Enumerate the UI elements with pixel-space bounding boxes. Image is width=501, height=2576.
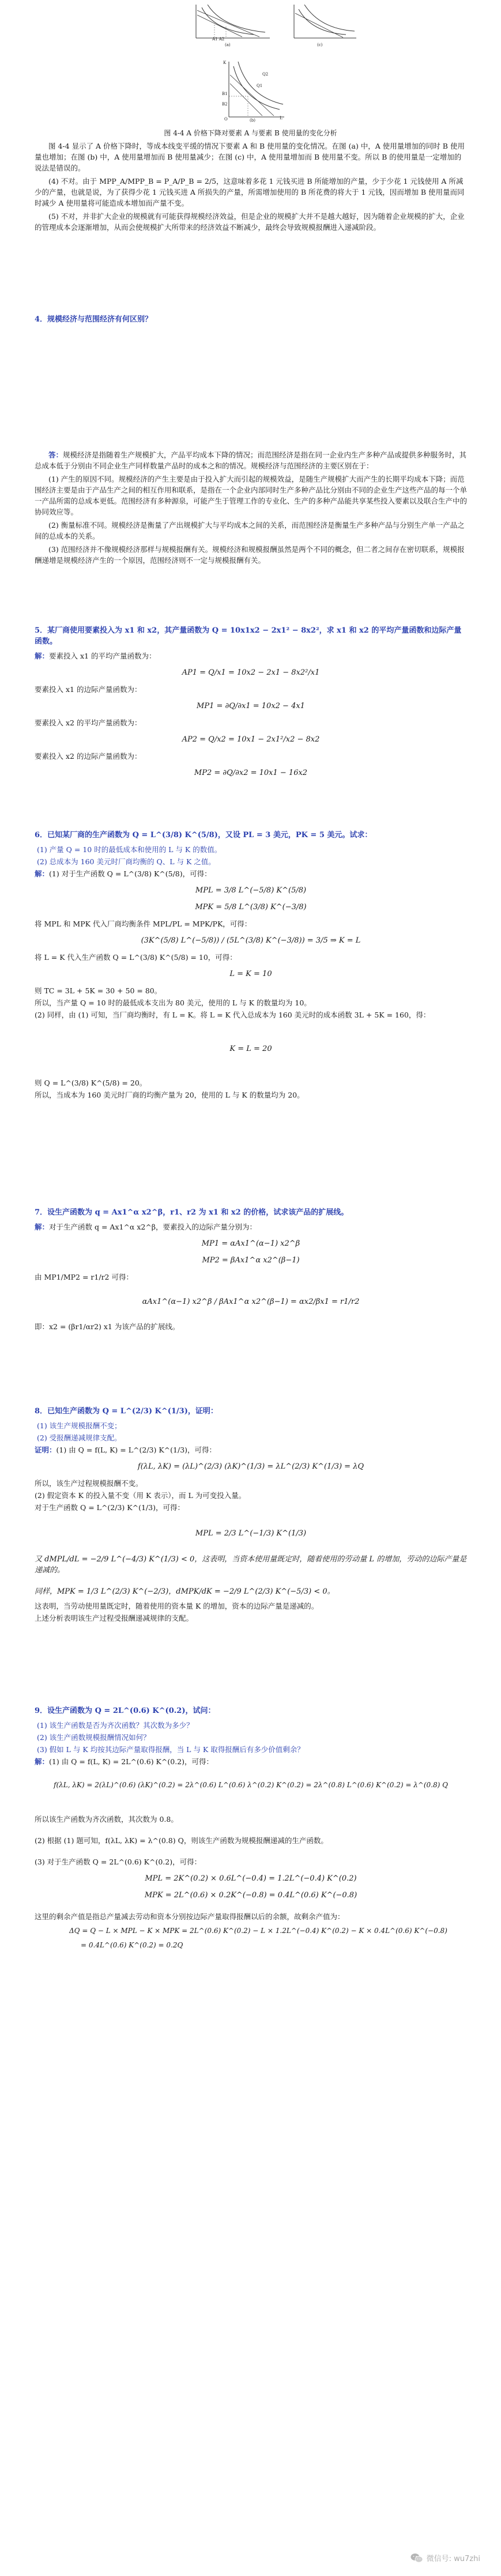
wechat-watermark: [410, 2552, 480, 2563]
watermark-text: 微信号: wu7zhi: [426, 2555, 480, 2563]
formula: MP2 = βAx1^α x2^(β−1): [202, 1256, 300, 1265]
question-4-title: 4．规模经济与范围经济有何区别？: [35, 315, 153, 324]
formula: 同样，MPK = 1/3 L^(2/3) K^(−2/3)，dMPK/dK = −2/9 L^(2/3) K^(−5/3) < 0。: [35, 1587, 335, 1596]
answer-label: 解：: [35, 652, 50, 660]
question-item: (1) 产量 Q = 10 时的最低成本和使用的 L 与 K 的数值。: [37, 845, 222, 854]
answer-text: 规模经济是指随着生产规模扩大，产品平均成本下降的情况；而范围经济是指在同一企业内生产多种产品或提供多种服务时，其总成本低于分别由不同企业生产同样数量产品时的成本之和的情况。规模经济与范围经济的主要区别在于：: [35, 451, 467, 470]
answer-line: (1) 由 Q = f(L, K) = L^(2/3) K^(1/3)，可得：: [56, 1446, 217, 1454]
answer-line: 要素投入 x1 的边际产量函数为：: [35, 685, 142, 694]
answer-label: 证明：: [35, 1446, 56, 1454]
formula: MPL = 3/8 L^(−5/8) K^(5/8): [195, 886, 307, 895]
question-5: [35, 625, 467, 784]
answer-label: 解：: [35, 869, 50, 878]
answer-line: 将 L = K 代入生产函数 Q = L^(3/8) K^(5/8) = 10，可得：: [35, 953, 237, 962]
formula: f(λL, λK) = 2(λL)^(0.6) (λK)^(0.2) = 2λ^(0.6) L^(0.6) λ^(0.2) K^(0.2) = 2λ^(0.8) L^(0.6) K^(0.2) = λ^(0.8) Q: [54, 1781, 448, 1789]
answer-line: (3) 对于生产函数 Q = 2L^(0.6) K^(0.2)，可得：: [35, 1858, 202, 1866]
formula: ΔQ = Q − L × MPL − K × MPK = 2L^(0.6) K^(0.2) − L × 1.2L^(−0.4) K^(0.2) − K × 0.4L^(0.6) K^(−0.8): [69, 1927, 447, 1935]
formula: MP2 = ∂Q/∂x2 = 10x1 − 16x2: [194, 769, 308, 777]
answer-line: 对于生产函数 q = Ax1^α x2^β，要素投入的边际产量分别为：: [49, 1223, 257, 1231]
answer-line: (2) 同样，由 (1) 可知，当厂商均衡时，有 L = K。将 L = K 代入总成本为 160 美元时的成本函数 3L + 5K = 160，得：: [35, 1011, 431, 1019]
formula: AP1 = Q/x1 = 10x2 − 2x1 − 8x2²/x1: [182, 668, 320, 677]
label-a1-a2: A1 A2: [212, 37, 225, 41]
answer-line: 所以，当成本为 160 美元时厂商的均衡产量为 20，使用的 L 与 K 的数量均为 20。: [35, 1091, 304, 1099]
question-7-title: 7．设生产函数为 q = Ax1^α x2^β，r1、r2 为 x1 和 x2 的价格，试求该产品的扩展线。: [35, 1208, 349, 1217]
question-5-title: 5．某厂商使用要素投入为 x1 和 x2，其产量函数为 Q = 10x1x2 − 2x1² − 8x2²，求 x1 和 x2 的平均产量函数和边际产量函数。: [35, 626, 462, 646]
answer-line: 由 MP1/MP2 = r1/r2 可得：: [35, 1273, 133, 1281]
axis-l-label: L: [280, 116, 282, 120]
question-6: [35, 830, 467, 1102]
intro-paragraph: 图 4-4 显示了 A 价格下降时，等成本线变平缓的情况下要素 A 和 B 使用量的变化情况。在图 (a) 中，A 使用量增加的同时 B 使用量也增加；在图 (b) 中，A 使用量增加而 B 使用量减少；在图 (c) 中，A 使用量增加而 B 使用量不变。所以 B 的使用量是一定增加的说法是错误的。: [35, 142, 465, 172]
question-4-answer: [35, 449, 467, 568]
formula: MPK = 5/8 L^(3/8) K^(−3/8): [195, 903, 307, 911]
panel-b-label: (b): [250, 118, 255, 123]
axis-k-label: K: [223, 60, 227, 65]
question-9-title: 9．设生产函数为 Q = 2L^(0.6) K^(0.2)，试问：: [35, 1707, 216, 1715]
formula: MP1 = ∂Q/∂x1 = 10x2 − 4x1: [197, 702, 305, 710]
answer-paragraph: (2) 衡量标准不同。规模经济是衡量了产出规模扩大与平均成本之间的关系，而范围经济是衡量生产多种产品与分别生产单一产品之间的总成本的关系。: [35, 521, 465, 540]
question-7: [35, 1207, 467, 1333]
intro-section: [35, 141, 467, 235]
answer-line: (2) 假定资本 K 的投入量不变（用 K 表示），而 L 为可变投入量。: [35, 1491, 246, 1500]
question-item: (1) 该生产规模报酬不变；: [37, 1421, 122, 1430]
answer-line: 则 TC = 3L + 5K = 30 + 50 = 80。: [35, 986, 162, 995]
answer-label: 解：: [35, 1757, 50, 1766]
label-q2: Q2: [262, 72, 269, 77]
question-4-title-block: [35, 314, 467, 328]
panel-a-label: (a): [225, 43, 231, 47]
label-b2: B2: [222, 102, 228, 107]
figure-panel-a: [190, 5, 271, 45]
answer-paragraph: (3) 范围经济并不像规模经济那样与规模报酬有关。规模经济和规模报酬虽然是两个不同的概念，但二者之间存在密切联系，规模报酬递增是规模经济产生的一个原因，范围经济则不一定与规模报酬有关。: [35, 545, 465, 565]
panel-c-label: (c): [317, 43, 323, 47]
answer-label: 解：: [35, 1223, 50, 1231]
answer-paragraph: (1) 产生的原因不同。规模经济的产生主要是由于投入扩大而引起的规模效益，是随生产规模扩大而产生的长期平均成本下降；而范围经济主要是由于产品生产之间的相互作用和联系，是指在一个企业内部同时生产多种产品比分别由不同的企业生产这些产品的每一个单一产品所需的总成本更低。范围经济有多种源泉，可能产生于管理工作的专业化、生产的多种产品能共享某些投入要素以及联合生产中的协同效应等。: [35, 475, 468, 516]
formula: K = L = 20: [229, 1045, 272, 1053]
answer-line: 要素投入 x2 的边际产量函数为：: [35, 752, 142, 761]
intro-paragraph: (4) 不对。由于 MPP_A/MPP_B = P_A/P_B = 2/5，这意味着多花 1 元钱买进 B 所能增加的产量，少于少花 1 元钱使用 A 所减少的产量，也就是说，为了获得少花 1 元钱买进 A 所损失的产量，所需增加使用的 B 所花费的将大于 1 元钱，因而增加 B 使用量而同时减少 A 使用量将可能造成本增加而产量不变。: [35, 177, 465, 207]
answer-line: 这里的剩余产值是指总产量减去劳动和资本分别按边际产量取得报酬以后的余额，故剩余产值为：: [35, 1912, 345, 1921]
answer-line: 所以，该生产过程规模报酬不变。: [35, 1479, 143, 1488]
figure-panel-c: [288, 5, 357, 45]
figure-panel-b: [222, 60, 285, 124]
answer-line: 上述分析表明该生产过程受报酬递减规律的支配。: [35, 1614, 194, 1622]
formula: αAx1^(α−1) x2^β / βAx1^α x2^(β−1) = αx2/βx1 = r1/r2: [142, 1298, 360, 1306]
question-item: (2) 总成本为 160 美元时厂商均衡的 Q、L 与 K 之值。: [37, 857, 216, 866]
question-8-title: 8．已知生产函数为 Q = L^(2/3) K^(1/3)，证明：: [35, 1407, 218, 1416]
formula: 又 dMPL/dL = −2/9 L^(−4/3) K^(1/3) < 0，这表明，当资本使用量既定时，随着使用的劳动量 L 的增加，劳动的边际产量是递减的。: [35, 1555, 467, 1575]
formula: f(λL, λK) = (λL)^(2/3) (λK)^(1/3) = λL^(2/3) K^(1/3) = λQ: [137, 1462, 364, 1471]
question-item: (1) 该生产函数是否为齐次函数？其次数为多少？: [37, 1721, 194, 1730]
answer-line: 所以，当产量 Q = 10 时的最低成本支出为 80 美元，使用的 L 与 K 的数量均为 10。: [35, 998, 311, 1007]
question-8: [35, 1406, 467, 1625]
answer-line: (2) 根据 (1) 题可知，f(λL, λK) = λ^(0.8) Q，则该生产函数为规模报酬递减的生产函数。: [35, 1836, 328, 1845]
answer-line: (1) 由 Q = f(L, K) = 2L^(0.6) K^(0.2)，可得：: [49, 1757, 214, 1766]
question-item: (3) 假如 L 与 K 均按其边际产量取得报酬，当 L 与 K 取得报酬后有多少价值剩余？: [37, 1745, 304, 1754]
formula: AP2 = Q/x2 = 10x1 − 2x1²/x2 − 8x2: [182, 735, 320, 744]
formula: MPK = 2L^(0.6) × 0.2K^(−0.8) = 0.4L^(0.6) K^(−0.8): [144, 1891, 357, 1900]
intro-paragraph: (5) 不对，并非扩大企业的规模就有可能获得规模经济效益，但是企业的规模扩大并不是越大越好，因为随着企业规模的扩大，企业的管理成本会逐渐增加，从而会使规模扩大所带来的经济效益不断减少，最终会导致规模报酬进入递减阶段。: [35, 212, 465, 232]
formula: MP1 = αAx1^(α−1) x2^β: [201, 1239, 300, 1248]
formula: L = K = 10: [229, 970, 272, 978]
answer-line: 则 Q = L^(3/8) K^(5/8) = 20。: [35, 1079, 147, 1087]
formula: MPL = 2/3 L^(−1/3) K^(1/3): [195, 1529, 307, 1538]
wechat-icon: [410, 2553, 423, 2563]
answer-line: 要素投入 x1 的平均产量函数为：: [49, 652, 156, 660]
answer-label: 答：: [48, 451, 63, 459]
answer-line: 即：x2 = (βr1/αr2) x1 为该产品的扩展线。: [35, 1322, 180, 1331]
question-6-title: 6．已知某厂商的生产函数为 Q = L^(3/8) K^(5/8)，又设 PL = 3 美元，PK = 5 美元。试求：: [35, 831, 372, 839]
figure-caption: 图 4-4 A 价格下降对要素 A 与要素 B 使用量的变化分析: [164, 129, 337, 137]
question-item: (2) 受报酬递减规律支配。: [37, 1433, 122, 1442]
formula: (3K^(5/8) L^(−5/8)) / (5L^(3/8) K^(−3/8)) = 3/5 ⇒ K = L: [141, 936, 361, 945]
label-o: O: [224, 117, 228, 122]
answer-line: 对于生产函数 Q = L^(2/3) K^(1/3)，可得：: [35, 1503, 184, 1512]
answer-line: 要素投入 x2 的平均产量函数为：: [35, 718, 142, 727]
question-item: (2) 该生产函数规模报酬情况如何？: [37, 1733, 150, 1742]
formula: = 0.4L^(0.6) K^(0.2) = 0.2Q: [81, 1941, 183, 1949]
question-9: [35, 1705, 467, 1954]
answer-line: 这表明，当劳动使用量既定时，随着使用的资本量 K 的增加，资本的边际产量是递减的。: [35, 1602, 319, 1610]
label-q1: Q1: [257, 84, 263, 88]
answer-line: 所以该生产函数为齐次函数，其次数为 0.8。: [35, 1815, 178, 1824]
answer-line: (1) 对于生产函数 Q = L^(3/8) K^(5/8)，可得：: [49, 869, 212, 878]
label-b1: B1: [222, 92, 228, 96]
answer-line: 将 MPL 和 MPK 代入厂商均衡条件 MPL/PL = MPK/PK，可得：: [35, 920, 252, 928]
formula: MPL = 2K^(0.2) × 0.6L^(−0.4) = 1.2L^(−0.4) K^(0.2): [145, 1874, 357, 1883]
